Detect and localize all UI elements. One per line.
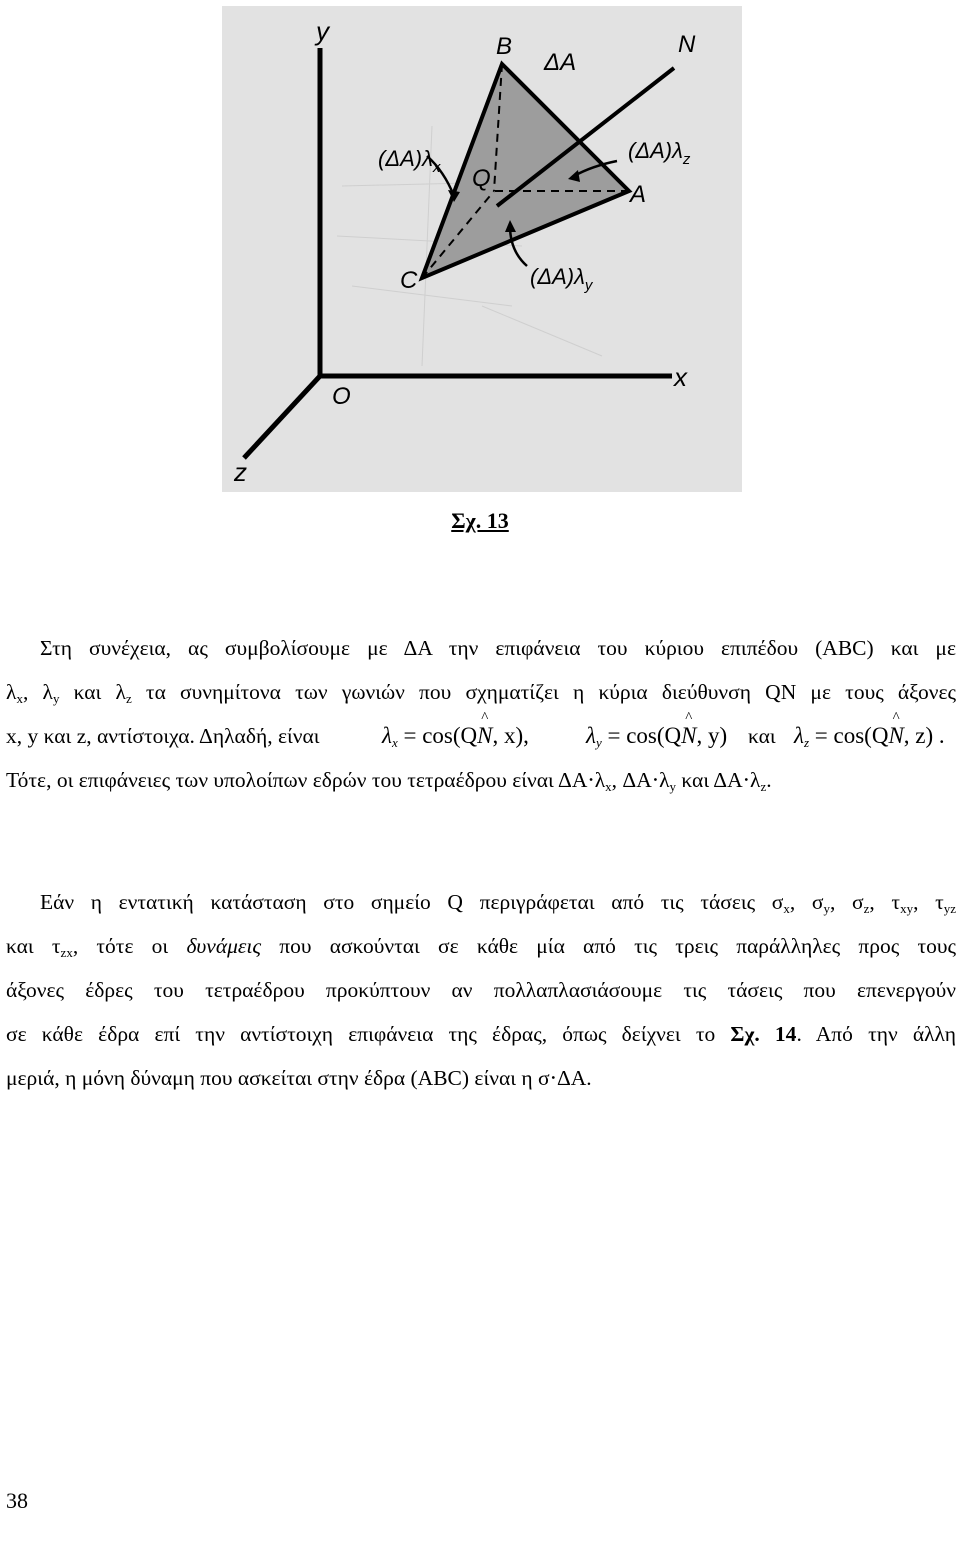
- p2-line-4: σε κάθε έδρα επί την αντίστοιχη επιφάνεια της έδρας, όπως δείχνει το Σχ. 14. Από την άλλη: [6, 1022, 956, 1046]
- z-axis-line: [244, 376, 320, 458]
- vertex-b-label: B: [496, 33, 513, 60]
- p1-line-3-equations: x, y και z, αντίστοιχα. Δηλαδή, είναι $\lambda_x$ = cos(Q^ N, x), $\lambda_y$ = cos(Q^ N, y) και $\lambda_z$ = cos(Q^ N, z) .: [6, 714, 956, 758]
- p1-line-4: Τότε, οι επιφάνειες των υπολοίπων εδρών του τετραέδρου είναι $\Delta A\cdot\lambda_x$, $\Delta A\cdot\lambda_y$ και $\Delta A\cdot\lambda_z$.: [6, 768, 772, 794]
- origin-label: O: [332, 383, 351, 410]
- figure-caption: Σχ. 13: [451, 508, 509, 533]
- paragraph-2: [6, 880, 956, 1100]
- equation-lambda-x: $\lambda_x$ = cos(Q^ N, x),: [382, 714, 529, 758]
- p2-line-1: Εάν η εντατική κατάσταση στο σημείο Q περιγράφεται από τις τάσεις $\sigma_x$, $\sigma_y$, $\sigma_z$, $\tau_{xy}$, $\tau_{yz}$: [40, 890, 956, 916]
- point-n-label: N: [678, 31, 696, 58]
- label-lambda-z: $(\Delta A)\lambda_z$: [628, 138, 691, 168]
- page-number: 38: [6, 1488, 28, 1513]
- figure-ref-14: Σχ. 14: [730, 1022, 797, 1046]
- figure-tetrahedron: [222, 6, 742, 492]
- word-and: και: [748, 724, 776, 748]
- paragraph-1: [6, 626, 956, 802]
- equation-lambda-z: $\lambda_z$ = cos(Q^ N, z) .: [794, 714, 945, 758]
- vertex-a-label: A: [630, 181, 647, 208]
- axis-x-label: x: [674, 362, 687, 392]
- p2-line-5: μεριά, η μόνη δύναμη που ασκείται στην έδρα (ABC) είναι η σ⋅ΔΑ.: [6, 1066, 592, 1090]
- equation-lambda-y: $\lambda_y$ = cos(Q^ N, y): [586, 714, 727, 758]
- p1-line-1: Στη συνέχεια, ας συμβολίσουμε με ΔΑ την επιφάνεια του κύριου επιπέδου (ΑΒC) και με: [40, 636, 956, 660]
- label-lambda-y: $(\Delta A)\lambda_y$: [530, 264, 593, 294]
- label-lambda-x: $(\Delta A)\lambda_x$: [378, 146, 441, 176]
- triangle-abc: [422, 64, 629, 278]
- p2-line-2: και $\tau_{zx}$, τότε οι δυνάμεις που ασκούνται σε κάθε μία από τις τρεις παράλληλες προς τους: [6, 934, 956, 960]
- axis-y-label: y: [316, 16, 329, 46]
- p2-line-3: άξονες έδρες του τετραέδρου προκύπτουν αν πολλαπλασιάσουμε τις τάσεις που επενεργούν: [6, 978, 956, 1002]
- axis-z-label: z: [234, 457, 247, 487]
- p1-line-2: $\lambda_x$, $\lambda_y$ και $\lambda_z$ τα συνημίτονα των γωνιών που σχηματίζει η κύρια διεύθυνση QN με τους άξονες: [6, 680, 956, 706]
- point-q-label: Q: [472, 165, 491, 192]
- vertex-c-label: C: [400, 267, 418, 294]
- tetrahedron-diagram: [222, 6, 742, 492]
- area-label: ΔA: [544, 49, 577, 76]
